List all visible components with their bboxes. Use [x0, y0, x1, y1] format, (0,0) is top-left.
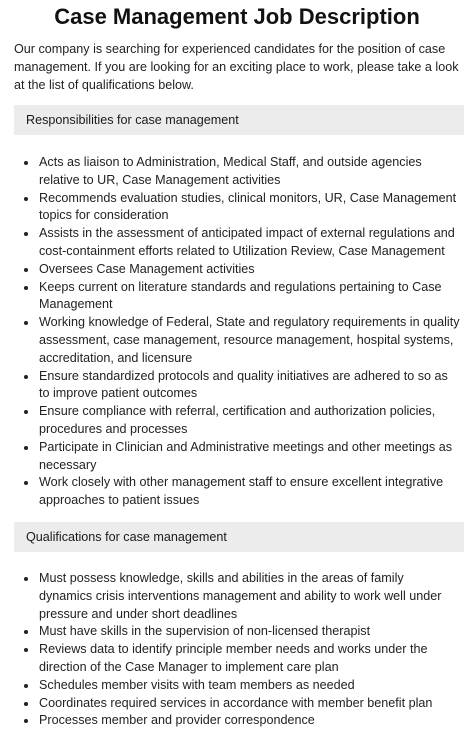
list-item: • Work closely with other management staff to ensure excellent integrative approaches to patient issues — [38, 474, 460, 510]
list-item: • Keeps current on literature standards and regulations pertaining to Case Management — [38, 279, 460, 315]
responsibilities-list — [14, 154, 460, 510]
list-item: • Oversees Case Management activities — [38, 261, 460, 279]
responsibilities-heading: Responsibilities for case management — [14, 105, 464, 135]
list-item: • Coordinates required services in accordance with member benefit plan — [38, 695, 460, 713]
list-item: • Reviews data to identify principle member needs and works under the direction of the Case Manager to implement care plan — [38, 641, 460, 677]
page-title: Case Management Job Description — [54, 4, 420, 29]
list-item: • Must have skills in the supervision of non-licensed therapist — [38, 623, 460, 641]
list-item: • Working knowledge of Federal, State and regulatory requirements in quality assessment, case management, resource management, hospital systems, accreditation, and licensure — [38, 314, 460, 367]
qualifications-heading: Qualifications for case management — [14, 522, 464, 552]
intro-paragraph: Our company is searching for experienced candidates for the position of case management. If you are looking for an exciting place to work, please take a look at the list of qualifications below. — [14, 42, 459, 92]
list-item: • Processes member and provider correspondence — [38, 712, 460, 730]
list-item: • Assists in the assessment of anticipated impact of external regulations and cost-containment efforts related to Utilization Review, Case Management — [38, 225, 460, 261]
list-item: • Acts as liaison to Administration, Medical Staff, and outside agencies relative to UR, Case Management activities — [38, 154, 460, 190]
list-item: • Schedules member visits with team members as needed — [38, 677, 460, 695]
list-item: • Ensure standardized protocols and quality initiatives are adhered to so as to improve patient outcomes — [38, 368, 460, 404]
list-item: • Ensure compliance with referral, certification and authorization policies, procedures and processes — [38, 403, 460, 439]
list-item: • Participate in Clinician and Administrative meetings and other meetings as necessary — [38, 439, 460, 475]
list-item: • Recommends evaluation studies, clinical monitors, UR, Case Management topics for consideration — [38, 190, 460, 226]
list-item: • Must possess knowledge, skills and abilities in the areas of family dynamics crisis interventions management and ability to work well under pressure and under short deadlines — [38, 570, 460, 623]
qualifications-list — [14, 570, 460, 730]
